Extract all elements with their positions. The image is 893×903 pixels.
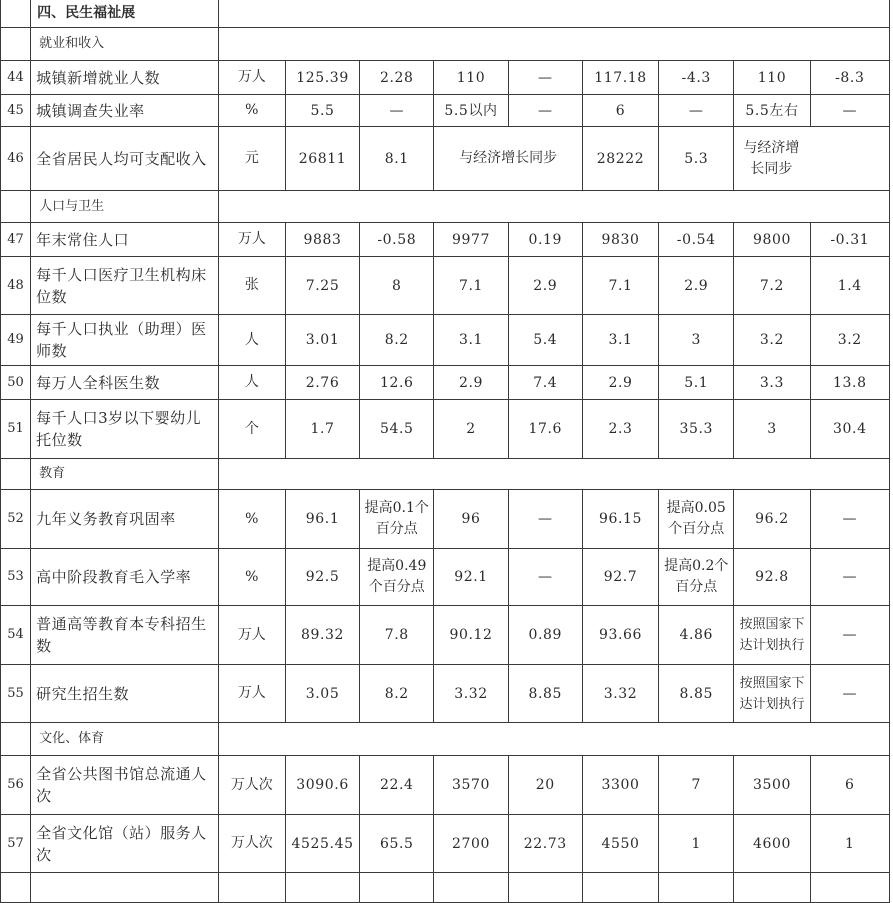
value-cell: 2700 bbox=[434, 815, 508, 873]
value-cell: 89.32 bbox=[285, 606, 359, 665]
blank-cell bbox=[1, 723, 31, 756]
unit-cell: % bbox=[218, 490, 285, 549]
value-cell: 5.5 bbox=[285, 95, 359, 127]
indicator-name: 每万人全科医生数 bbox=[31, 366, 219, 400]
indicator-name: 年末常住人口 bbox=[31, 223, 219, 257]
value-cell: 2.3 bbox=[582, 400, 658, 459]
value-cell: 4600 bbox=[734, 815, 810, 873]
row-number: 57 bbox=[1, 815, 31, 873]
value-cell: 提高0.05个百分点 bbox=[659, 490, 734, 549]
value-cell: 28222 bbox=[582, 127, 658, 191]
blank-cell bbox=[734, 873, 810, 903]
group-header-row bbox=[1, 191, 890, 223]
value-cell: 110 bbox=[434, 61, 508, 95]
table-row bbox=[1, 257, 890, 315]
group-title: 文化、体育 bbox=[31, 723, 219, 756]
value-cell: 5.1 bbox=[659, 366, 734, 400]
indicator-name: 城镇调查失业率 bbox=[31, 95, 219, 127]
row-number: 45 bbox=[1, 95, 31, 127]
indicator-name: 全省公共图书馆总流通人次 bbox=[31, 756, 219, 815]
value-cell: -8.3 bbox=[810, 61, 889, 95]
table-row bbox=[1, 873, 890, 903]
value-cell: 3 bbox=[659, 315, 734, 366]
unit-cell: 元 bbox=[218, 127, 285, 191]
value-cell: 4525.45 bbox=[285, 815, 359, 873]
value-cell: -0.31 bbox=[810, 223, 889, 257]
row-number: 47 bbox=[1, 223, 31, 257]
blank-cell bbox=[360, 873, 434, 903]
table-row bbox=[1, 315, 890, 366]
value-cell: 4.86 bbox=[659, 606, 734, 665]
value-cell: 17.6 bbox=[508, 400, 582, 459]
table-row bbox=[1, 490, 890, 549]
indicator-name: 城镇新增就业人数 bbox=[31, 61, 219, 95]
blank-cell bbox=[1, 873, 31, 903]
value-cell: 92.5 bbox=[285, 549, 359, 606]
row-number: 54 bbox=[1, 606, 31, 665]
indicator-name: 研究生招生数 bbox=[31, 665, 219, 723]
value-cell: -0.54 bbox=[659, 223, 734, 257]
unit-cell: 万人 bbox=[218, 223, 285, 257]
blank-cell bbox=[810, 873, 889, 903]
value-cell: 提高0.49个百分点 bbox=[360, 549, 434, 606]
indicator-name: 全省居民人均可支配收入 bbox=[31, 127, 219, 191]
value-cell: 92.8 bbox=[734, 549, 810, 606]
unit-cell: 万人次 bbox=[218, 756, 285, 815]
value-cell: 提高0.1个百分点 bbox=[360, 490, 434, 549]
value-cell: 9883 bbox=[285, 223, 359, 257]
value-cell: 7.4 bbox=[508, 366, 582, 400]
value-cell: 3.01 bbox=[285, 315, 359, 366]
value-cell: 3090.6 bbox=[285, 756, 359, 815]
row-number: 53 bbox=[1, 549, 31, 606]
group-header-row bbox=[1, 459, 890, 490]
value-cell: — bbox=[659, 95, 734, 127]
value-cell: 92.1 bbox=[434, 549, 508, 606]
blank-cell bbox=[285, 873, 359, 903]
table-row bbox=[1, 127, 890, 191]
group-title: 就业和收入 bbox=[31, 28, 219, 61]
value-cell: 8.1 bbox=[360, 127, 434, 191]
table-row bbox=[1, 223, 890, 257]
value-cell bbox=[734, 127, 890, 191]
value-cell: — bbox=[810, 549, 889, 606]
value-cell: 3.2 bbox=[810, 315, 889, 366]
value-cell: — bbox=[360, 95, 434, 127]
section-title: 四、民生福祉展 bbox=[31, 0, 219, 28]
blank-cell bbox=[508, 873, 582, 903]
value-cell: 7 bbox=[659, 756, 734, 815]
table-row bbox=[1, 815, 890, 873]
section-header-row bbox=[1, 0, 890, 28]
row-number: 46 bbox=[1, 127, 31, 191]
value-cell: 26811 bbox=[285, 127, 359, 191]
table-row bbox=[1, 400, 890, 459]
value-cell: 1 bbox=[659, 815, 734, 873]
unit-cell: 万人 bbox=[218, 61, 285, 95]
row-number: 56 bbox=[1, 756, 31, 815]
value-cell: 96.2 bbox=[734, 490, 810, 549]
value-cell: — bbox=[810, 665, 889, 723]
value-cell: — bbox=[810, 490, 889, 549]
value-cell: 90.12 bbox=[434, 606, 508, 665]
group-title: 人口与卫生 bbox=[31, 191, 219, 223]
blank-cell bbox=[582, 873, 658, 903]
value-cell: 20 bbox=[508, 756, 582, 815]
value-cell: 65.5 bbox=[360, 815, 434, 873]
value-cell: 提高0.2个百分点 bbox=[659, 549, 734, 606]
group-title: 教育 bbox=[31, 459, 219, 490]
table-row bbox=[1, 756, 890, 815]
table-row bbox=[1, 549, 890, 606]
row-number: 48 bbox=[1, 257, 31, 315]
value-cell: — bbox=[810, 606, 889, 665]
value-cell: 5.5左右 bbox=[734, 95, 810, 127]
value-cell: 6 bbox=[810, 756, 889, 815]
value-cell: 54.5 bbox=[360, 400, 434, 459]
indicator-name: 九年义务教育巩固率 bbox=[31, 490, 219, 549]
value-cell: 92.7 bbox=[582, 549, 658, 606]
value-text: 与经济增长同步 bbox=[743, 139, 800, 177]
blank-cell bbox=[1, 28, 31, 61]
blank-cell bbox=[31, 873, 219, 903]
value-cell: 35.3 bbox=[659, 400, 734, 459]
unit-cell: 人 bbox=[218, 366, 285, 400]
row-number: 50 bbox=[1, 366, 31, 400]
value-cell: 按照国家下达计划执行 bbox=[734, 665, 810, 723]
value-cell: 7.1 bbox=[434, 257, 508, 315]
value-cell: 8 bbox=[360, 257, 434, 315]
value-cell: — bbox=[810, 95, 889, 127]
value-cell: 5.4 bbox=[508, 315, 582, 366]
blank-cell bbox=[1, 191, 31, 223]
value-cell: 93.66 bbox=[582, 606, 658, 665]
indicator-name: 每千人口执业（助理）医师数 bbox=[31, 315, 219, 366]
indicator-name: 普通高等教育本专科招生数 bbox=[31, 606, 219, 665]
unit-cell: 人 bbox=[218, 315, 285, 366]
value-cell: 8.85 bbox=[659, 665, 734, 723]
unit-cell: 张 bbox=[218, 257, 285, 315]
value-cell: 7.25 bbox=[285, 257, 359, 315]
indicator-name: 每千人口3岁以下婴幼儿托位数 bbox=[31, 400, 219, 459]
value-cell: 30.4 bbox=[810, 400, 889, 459]
value-cell: -0.58 bbox=[360, 223, 434, 257]
table-row bbox=[1, 606, 890, 665]
value-cell: -4.3 bbox=[659, 61, 734, 95]
value-cell: 96 bbox=[434, 490, 508, 549]
value-cell: 3.3 bbox=[734, 366, 810, 400]
blank-cell bbox=[1, 459, 31, 490]
unit-cell: 个 bbox=[218, 400, 285, 459]
unit-cell: % bbox=[218, 95, 285, 127]
table-row bbox=[1, 366, 890, 400]
value-cell: 22.73 bbox=[508, 815, 582, 873]
value-cell: 7.8 bbox=[360, 606, 434, 665]
blank-cell bbox=[218, 0, 889, 28]
value-cell: 2.9 bbox=[508, 257, 582, 315]
value-cell: 3300 bbox=[582, 756, 658, 815]
row-number: 52 bbox=[1, 490, 31, 549]
value-cell: 1.4 bbox=[810, 257, 889, 315]
value-cell: 2.76 bbox=[285, 366, 359, 400]
value-cell: — bbox=[508, 549, 582, 606]
value-cell: 4550 bbox=[582, 815, 658, 873]
value-cell: 0.19 bbox=[508, 223, 582, 257]
blank-cell bbox=[218, 873, 285, 903]
unit-cell: 万人次 bbox=[218, 815, 285, 873]
value-cell: — bbox=[508, 61, 582, 95]
value-cell: 6 bbox=[582, 95, 658, 127]
value-cell: 96.1 bbox=[285, 490, 359, 549]
row-number: 44 bbox=[1, 61, 31, 95]
value-cell: 8.85 bbox=[508, 665, 582, 723]
value-cell: 2.9 bbox=[659, 257, 734, 315]
value-cell: 7.2 bbox=[734, 257, 810, 315]
value-cell: 3.32 bbox=[434, 665, 508, 723]
value-cell: 8.2 bbox=[360, 315, 434, 366]
value-cell: 12.6 bbox=[360, 366, 434, 400]
value-cell: 3.2 bbox=[734, 315, 810, 366]
value-cell: 7.1 bbox=[582, 257, 658, 315]
value-cell: 125.39 bbox=[285, 61, 359, 95]
row-number: 51 bbox=[1, 400, 31, 459]
value-cell: 3 bbox=[734, 400, 810, 459]
unit-cell: 万人 bbox=[218, 665, 285, 723]
value-cell: 22.4 bbox=[360, 756, 434, 815]
value-cell: 110 bbox=[734, 61, 810, 95]
blank-cell bbox=[434, 873, 508, 903]
value-cell: 3.05 bbox=[285, 665, 359, 723]
value-cell: 3500 bbox=[734, 756, 810, 815]
value-cell: 1 bbox=[810, 815, 889, 873]
table-row bbox=[1, 61, 890, 95]
row-number: 55 bbox=[1, 665, 31, 723]
value-cell: 9977 bbox=[434, 223, 508, 257]
blank-cell bbox=[659, 873, 734, 903]
value-cell: 9830 bbox=[582, 223, 658, 257]
value-cell: 3.32 bbox=[582, 665, 658, 723]
value-cell: 与经济增长同步 bbox=[434, 127, 582, 191]
table-row bbox=[1, 665, 890, 723]
value-cell: 9800 bbox=[734, 223, 810, 257]
unit-cell: % bbox=[218, 549, 285, 606]
value-cell: 2 bbox=[434, 400, 508, 459]
value-cell: 0.89 bbox=[508, 606, 582, 665]
value-cell: 2.9 bbox=[434, 366, 508, 400]
unit-cell: 万人 bbox=[218, 606, 285, 665]
value-cell: 3.1 bbox=[434, 315, 508, 366]
value-cell: 3.1 bbox=[582, 315, 658, 366]
value-cell: — bbox=[508, 95, 582, 127]
value-cell: 按照国家下达计划执行 bbox=[734, 606, 810, 665]
blank-cell bbox=[218, 191, 889, 223]
value-cell: 8.2 bbox=[360, 665, 434, 723]
indicator-name: 每千人口医疗卫生机构床位数 bbox=[31, 257, 219, 315]
value-cell: 2.9 bbox=[582, 366, 658, 400]
blank-cell bbox=[218, 459, 889, 490]
indicator-name: 全省文化馆（站）服务人次 bbox=[31, 815, 219, 873]
blank-cell bbox=[218, 723, 889, 756]
blank-cell bbox=[1, 0, 31, 28]
indicator-name: 高中阶段教育毛入学率 bbox=[31, 549, 219, 606]
group-header-row bbox=[1, 28, 890, 61]
value-cell: 3570 bbox=[434, 756, 508, 815]
value-cell: — bbox=[508, 490, 582, 549]
blank-cell bbox=[218, 28, 889, 61]
value-cell: 1.7 bbox=[285, 400, 359, 459]
value-cell: 2.28 bbox=[360, 61, 434, 95]
value-cell: 117.18 bbox=[582, 61, 658, 95]
value-cell: 5.5以内 bbox=[434, 95, 508, 127]
value-cell: 13.8 bbox=[810, 366, 889, 400]
table-row bbox=[1, 95, 890, 127]
row-number: 49 bbox=[1, 315, 31, 366]
value-cell: 96.15 bbox=[582, 490, 658, 549]
value-cell: 5.3 bbox=[659, 127, 734, 191]
group-header-row bbox=[1, 723, 890, 756]
